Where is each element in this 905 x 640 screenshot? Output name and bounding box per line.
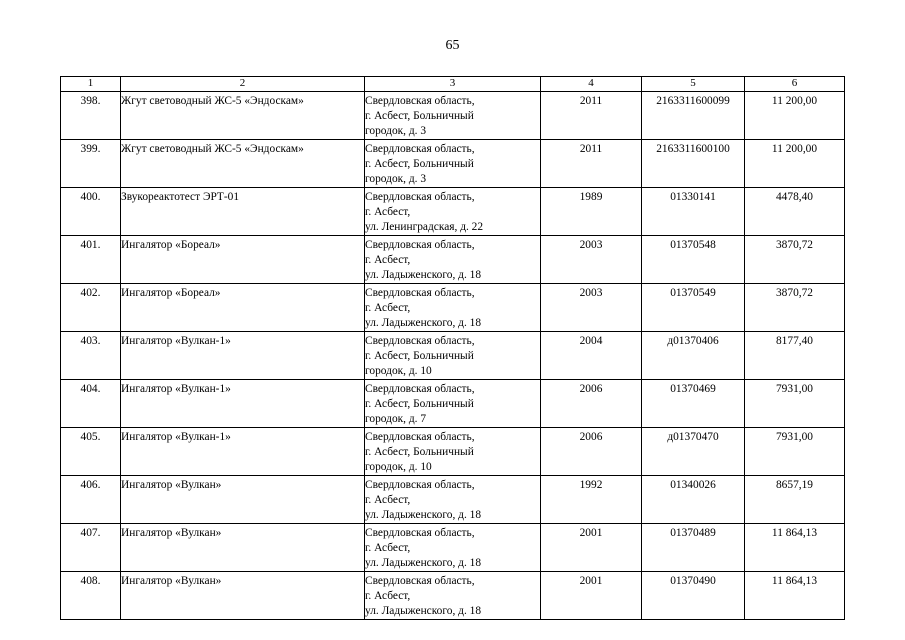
column-header-5: 5: [642, 77, 745, 92]
item-name-cell: Жгут световодный ЖС-5 «Эндоскам»: [121, 92, 365, 140]
address-line: Свердловская область,: [365, 527, 475, 539]
address-line: Свердловская область,: [365, 383, 475, 395]
cost-cell: 11 864,13: [745, 524, 845, 572]
address-line: Свердловская область,: [365, 143, 475, 155]
row-number-cell: 398.: [61, 92, 121, 140]
inventory-number-cell: 2163311600099: [642, 92, 745, 140]
address-line: г. Асбест, Больничный: [365, 398, 474, 410]
year-cell: 2003: [541, 236, 642, 284]
address-line: ул. Ладыженского, д. 18: [365, 269, 482, 281]
property-registry-table: [60, 76, 845, 620]
address-cell: [365, 428, 541, 476]
table-row: [61, 524, 845, 572]
column-header-4: 4: [541, 77, 642, 92]
row-number-cell: 400.: [61, 188, 121, 236]
row-number-cell: 402.: [61, 284, 121, 332]
row-number-cell: 407.: [61, 524, 121, 572]
year-cell: 2001: [541, 524, 642, 572]
row-number-cell: 401.: [61, 236, 121, 284]
address-line: ул. Ладыженского, д. 18: [365, 317, 482, 329]
address-cell: [365, 332, 541, 380]
table-row: [61, 140, 845, 188]
table-row: [61, 476, 845, 524]
address-line: Свердловская область,: [365, 95, 475, 107]
inventory-number-cell: 01370490: [642, 572, 745, 620]
year-cell: 2001: [541, 572, 642, 620]
address-cell: [365, 188, 541, 236]
address-line: г. Асбест,: [365, 494, 411, 506]
cost-cell: 3870,72: [745, 284, 845, 332]
item-name-cell: Звукореактотест ЭРТ-01: [121, 188, 365, 236]
inventory-number-cell: 01370549: [642, 284, 745, 332]
year-cell: 2006: [541, 428, 642, 476]
address-line: г. Асбест,: [365, 302, 411, 314]
inventory-number-cell: 2163311600100: [642, 140, 745, 188]
address-line: городок, д. 10: [365, 365, 432, 377]
cost-cell: 4478,40: [745, 188, 845, 236]
item-name-cell: Ингалятор «Вулкан»: [121, 572, 365, 620]
column-number-row: [61, 77, 845, 92]
cost-cell: 11 864,13: [745, 572, 845, 620]
address-line: ул. Ладыженского, д. 18: [365, 605, 482, 617]
cost-cell: 7931,00: [745, 428, 845, 476]
address-line: ул. Ленинградская, д. 22: [365, 221, 484, 233]
item-name-cell: Ингалятор «Бореал»: [121, 236, 365, 284]
address-cell: [365, 236, 541, 284]
item-name-cell: Ингалятор «Бореал»: [121, 284, 365, 332]
cost-cell: 8657,19: [745, 476, 845, 524]
table-row: [61, 92, 845, 140]
table-row: [61, 572, 845, 620]
column-header-3: 3: [365, 77, 541, 92]
column-header-1: 1: [61, 77, 121, 92]
inventory-number-cell: 01370489: [642, 524, 745, 572]
address-line: г. Асбест, Больничный: [365, 446, 474, 458]
address-cell: [365, 284, 541, 332]
year-cell: 1992: [541, 476, 642, 524]
address-line: городок, д. 7: [365, 413, 427, 425]
address-line: ул. Ладыженского, д. 18: [365, 557, 482, 569]
item-name-cell: Ингалятор «Вулкан-1»: [121, 428, 365, 476]
cost-cell: 11 200,00: [745, 140, 845, 188]
address-line: Свердловская область,: [365, 575, 475, 587]
address-line: г. Асбест,: [365, 590, 411, 602]
page-number: 65: [445, 38, 460, 53]
table-row: [61, 428, 845, 476]
address-cell: [365, 524, 541, 572]
address-cell: [365, 476, 541, 524]
year-cell: 2004: [541, 332, 642, 380]
address-cell: [365, 380, 541, 428]
address-line: Свердловская область,: [365, 479, 475, 491]
inventory-number-cell: д01370470: [642, 428, 745, 476]
address-cell: [365, 572, 541, 620]
address-line: г. Асбест,: [365, 254, 411, 266]
column-header-6: 6: [745, 77, 845, 92]
table-row: [61, 188, 845, 236]
address-line: городок, д. 3: [365, 125, 427, 137]
address-cell: [365, 140, 541, 188]
year-cell: 1989: [541, 188, 642, 236]
year-cell: 2003: [541, 284, 642, 332]
address-line: ул. Ладыженского, д. 18: [365, 509, 482, 521]
inventory-number-cell: 01370548: [642, 236, 745, 284]
address-line: городок, д. 3: [365, 173, 427, 185]
item-name-cell: Жгут световодный ЖС-5 «Эндоскам»: [121, 140, 365, 188]
item-name-cell: Ингалятор «Вулкан-1»: [121, 380, 365, 428]
address-line: Свердловская область,: [365, 287, 475, 299]
address-line: Свердловская область,: [365, 335, 475, 347]
address-line: Свердловская область,: [365, 191, 475, 203]
table-row: [61, 332, 845, 380]
item-name-cell: Ингалятор «Вулкан»: [121, 524, 365, 572]
address-line: Свердловская область,: [365, 239, 475, 251]
inventory-number-cell: д01370406: [642, 332, 745, 380]
year-cell: 2006: [541, 380, 642, 428]
row-number-cell: 403.: [61, 332, 121, 380]
year-cell: 2011: [541, 140, 642, 188]
cost-cell: 7931,00: [745, 380, 845, 428]
table-row: [61, 236, 845, 284]
table-row: [61, 380, 845, 428]
address-line: г. Асбест,: [365, 542, 411, 554]
address-line: городок, д. 10: [365, 461, 432, 473]
address-cell: [365, 92, 541, 140]
table-row: [61, 284, 845, 332]
address-line: г. Асбест, Больничный: [365, 110, 474, 122]
inventory-number-cell: 01370469: [642, 380, 745, 428]
address-line: г. Асбест,: [365, 206, 411, 218]
address-line: Свердловская область,: [365, 431, 475, 443]
inventory-number-cell: 01330141: [642, 188, 745, 236]
row-number-cell: 404.: [61, 380, 121, 428]
address-line: г. Асбест, Больничный: [365, 158, 474, 170]
row-number-cell: 406.: [61, 476, 121, 524]
cost-cell: 3870,72: [745, 236, 845, 284]
row-number-cell: 405.: [61, 428, 121, 476]
row-number-cell: 399.: [61, 140, 121, 188]
cost-cell: 11 200,00: [745, 92, 845, 140]
cost-cell: 8177,40: [745, 332, 845, 380]
row-number-cell: 408.: [61, 572, 121, 620]
address-line: г. Асбест, Больничный: [365, 350, 474, 362]
column-header-2: 2: [121, 77, 365, 92]
year-cell: 2011: [541, 92, 642, 140]
item-name-cell: Ингалятор «Вулкан»: [121, 476, 365, 524]
inventory-number-cell: 01340026: [642, 476, 745, 524]
item-name-cell: Ингалятор «Вулкан-1»: [121, 332, 365, 380]
